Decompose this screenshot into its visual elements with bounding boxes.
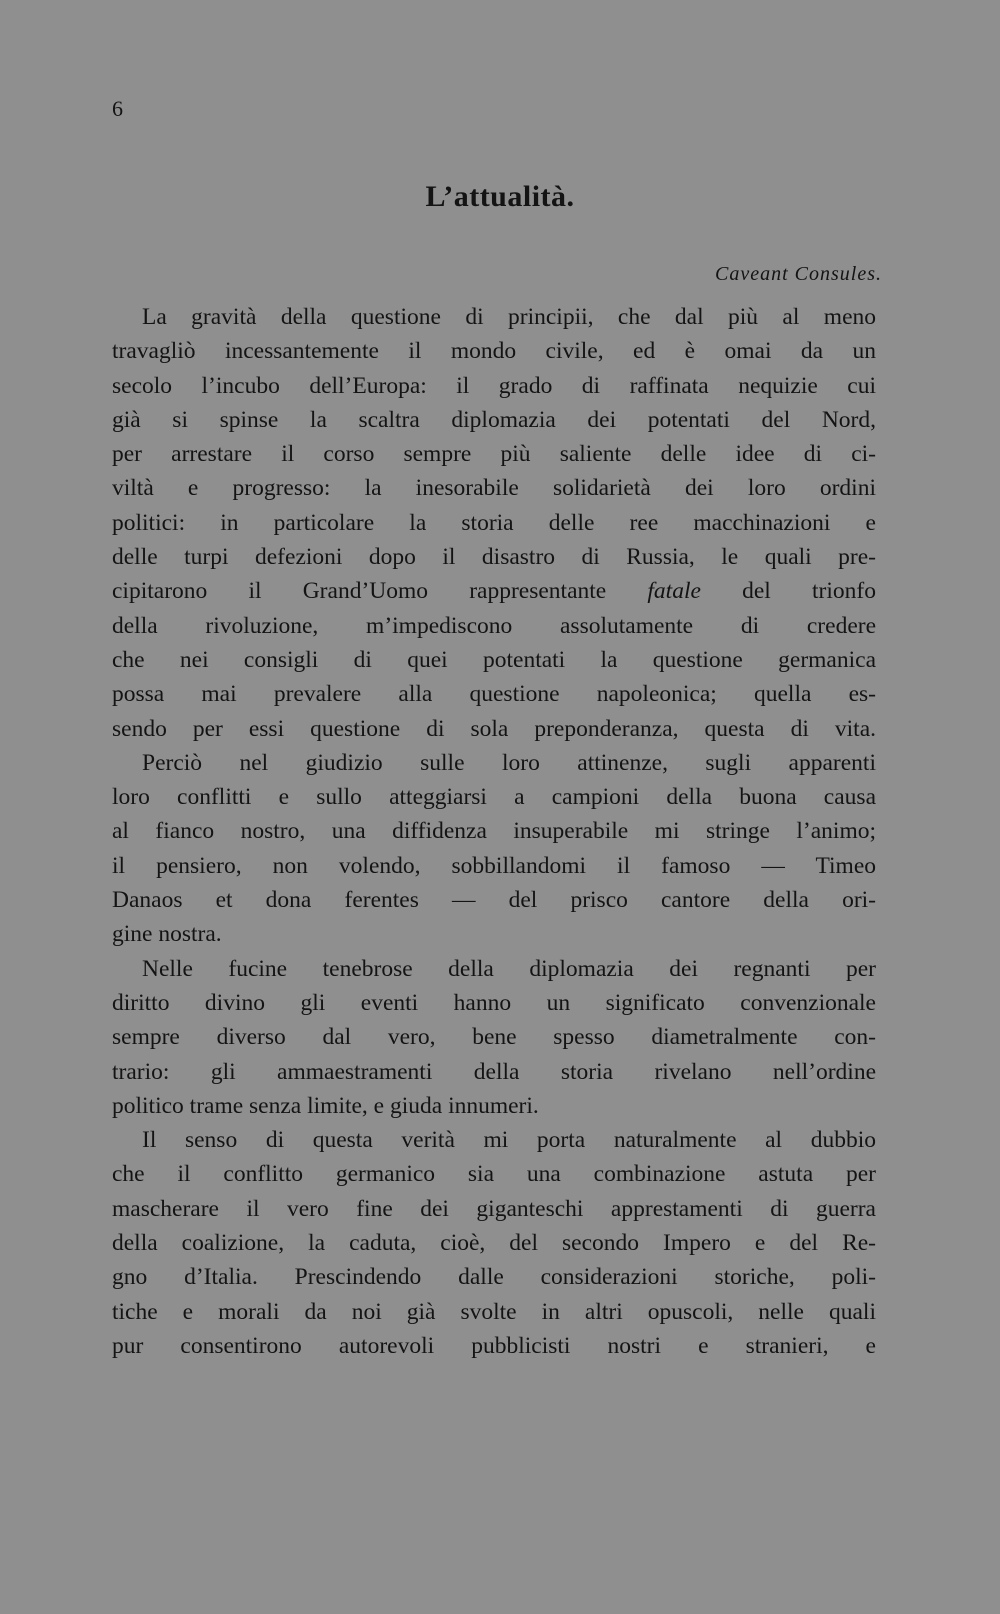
- epigraph: Caveant Consules.: [715, 263, 882, 285]
- text-line: della rivoluzione, m’impediscono assolutamente di credere: [112, 612, 876, 639]
- text-line: politico trame senza limite, e giuda innumeri.: [112, 1092, 539, 1119]
- text-line: gine nostra.: [112, 921, 222, 948]
- text-line: viltà e progresso: la inesorabile solidarietà dei loro ordini: [112, 475, 876, 502]
- text-line: diritto divino gli eventi hanno un significato convenzionale: [112, 989, 876, 1016]
- text-line: che nei consigli di quei potentati la questione germanica: [112, 646, 876, 673]
- text-line: possa mai prevalere alla questione napoleonica; quella es-: [112, 681, 876, 708]
- text-line: mascherare il vero fine dei giganteschi apprestamenti di guerra: [112, 1195, 876, 1222]
- text-line: secolo l’incubo dell’Europa: il grado di raffinata nequizie cui: [112, 372, 876, 399]
- text-line: Perciò nel giudizio sulle loro attinenze, sugli apparenti: [142, 749, 876, 776]
- paragraph: [112, 300, 876, 746]
- text-line: Danaos et dona ferentes — del prisco cantore della ori-: [112, 887, 876, 914]
- text-line: che il conflitto germanico sia una combinazione astuta per: [112, 1161, 876, 1188]
- text-line: al fianco nostro, una diffidenza insuperabile mi stringe l’animo;: [112, 818, 876, 845]
- text-line: cipitarono il Grand’Uomo rappresentante fatale del trionfo: [112, 578, 876, 605]
- chapter-title: L’attualità.: [425, 180, 575, 213]
- text-line: travagliò incessantemente il mondo civile, ed è omai da un: [112, 338, 876, 365]
- paragraph: [112, 952, 876, 1123]
- text-line: La gravità della questione di principii, che dal più al meno: [142, 304, 876, 330]
- text-line: Il senso di questa verità mi porta naturalmente al dubbio: [142, 1127, 876, 1154]
- body-text: [112, 300, 876, 1363]
- text-line: trario: gli ammaestramenti della storia rivelano nell’ordine: [112, 1058, 876, 1085]
- text-line: tiche e morali da noi già svolte in altri opuscoli, nelle quali: [112, 1298, 876, 1325]
- text-line: già si spinse la scaltra diplomazia dei potentati del Nord,: [112, 406, 876, 433]
- text-line: sempre diverso dal vero, bene spesso diametralmente con-: [112, 1024, 876, 1051]
- text-line: delle turpi defezioni dopo il disastro di Russia, le quali pre-: [112, 544, 876, 571]
- text-line: gno d’Italia. Prescindendo dalle considerazioni storiche, poli-: [112, 1264, 876, 1291]
- text-line: per arrestare il corso sempre più saliente delle idee di ci-: [112, 441, 876, 468]
- text-line: il pensiero, non volendo, sobbillandomi il famoso — Timeo: [112, 852, 876, 879]
- text-line: politici: in particolare la storia delle ree macchinazioni e: [112, 509, 876, 536]
- text-line: pur consentirono autorevoli pubblicisti nostri e stranieri, e: [112, 1332, 876, 1359]
- paragraph: [112, 746, 876, 952]
- text-line: loro conflitti e sullo atteggiarsi a campioni della buona causa: [112, 784, 876, 811]
- page-number: 6: [112, 96, 123, 121]
- paragraph: [112, 1123, 876, 1363]
- emphasized-word: fatale: [647, 578, 701, 605]
- text-line: della coalizione, la caduta, cioè, del secondo Impero e del Re-: [112, 1230, 876, 1257]
- text-line: sendo per essi questione di sola preponderanza, questa di vita.: [112, 715, 876, 742]
- text-line: Nelle fucine tenebrose della diplomazia dei regnanti per: [142, 955, 876, 982]
